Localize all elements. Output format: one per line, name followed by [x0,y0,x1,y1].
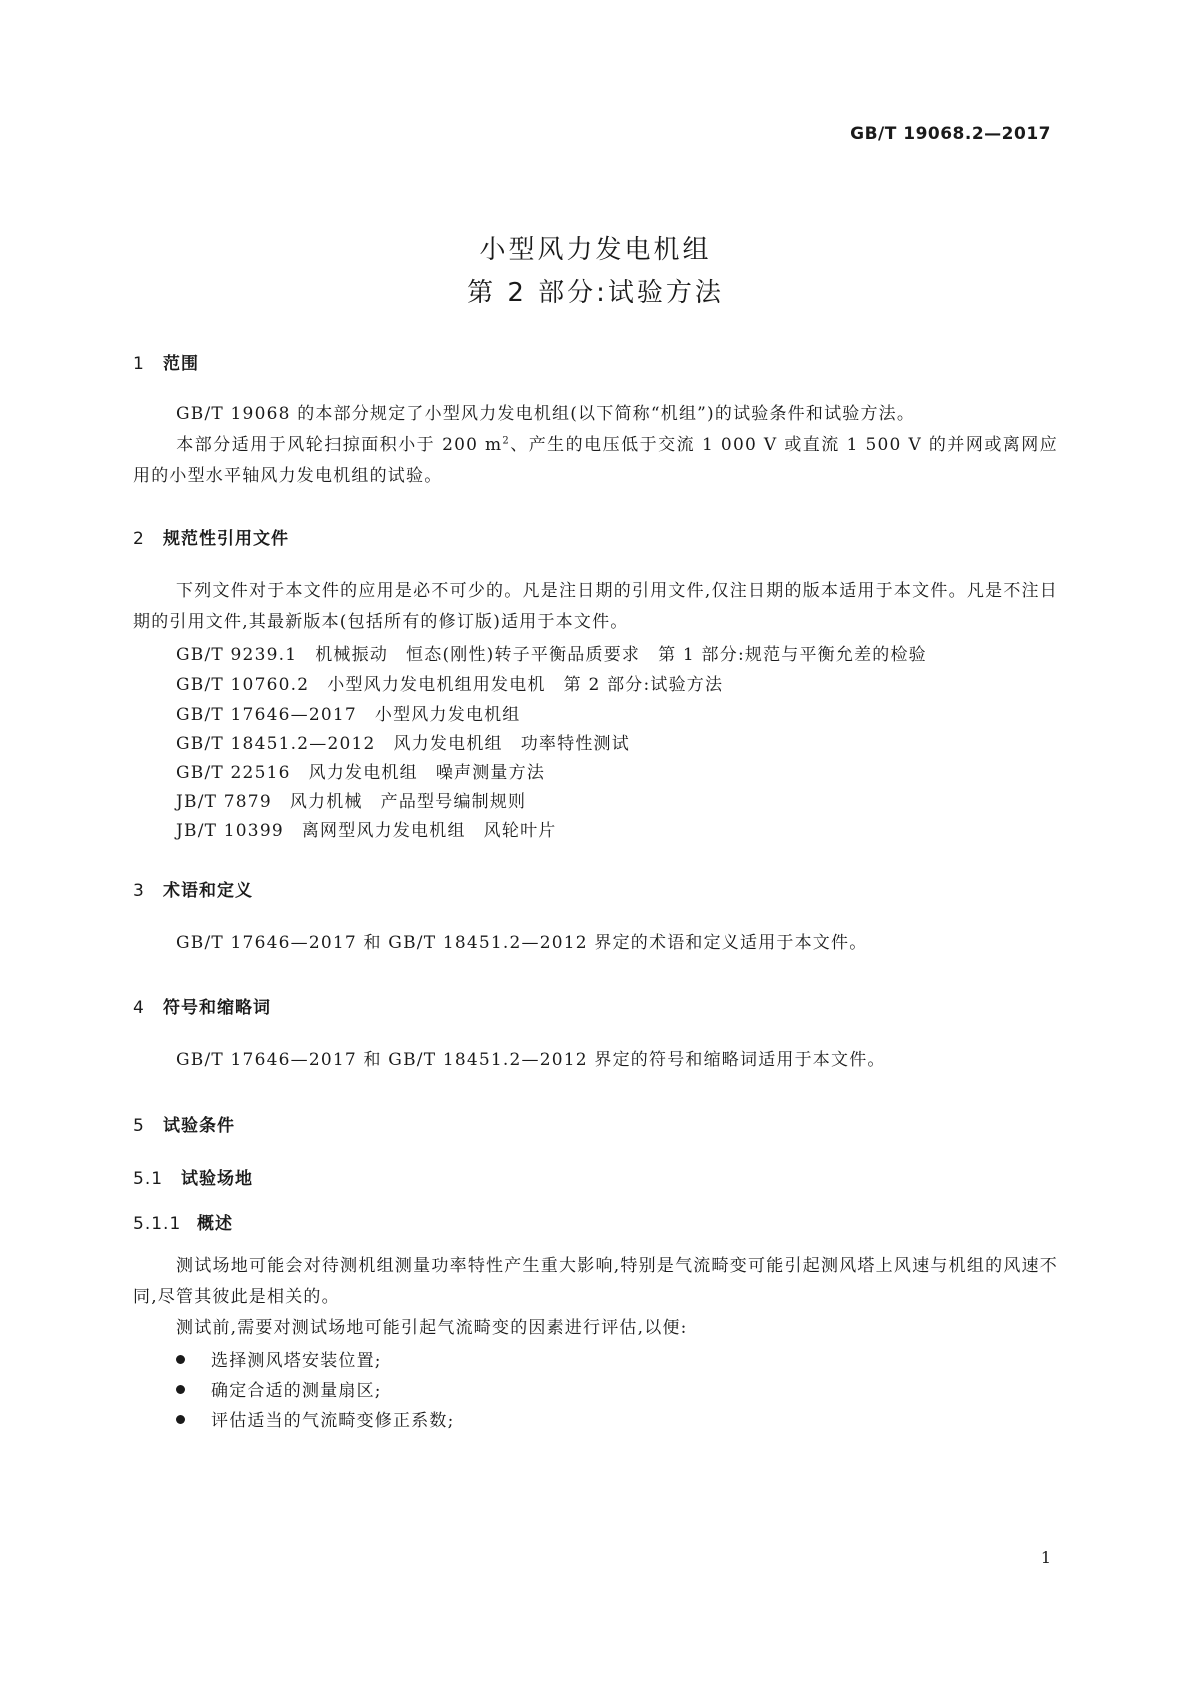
section-4-heading [133,993,271,1018]
reference-code: GB/T 17646—2017 [176,705,357,725]
reference-code: GB/T 22516 [176,763,291,783]
paragraph-text: 测试场地可能会对待测机组测量功率特性产生重大影响,特别是气流畸变可能引起测风塔上风速与机组的风速不同,尽管其彼此是相关的。 [133,1256,1058,1307]
reference-item [176,670,723,695]
section-number: 5.1.1 [133,1214,182,1234]
section-3-paragraph [133,928,1058,959]
reference-title: 噪声测量方法 [435,763,546,783]
reference-code: GB/T 18451.2—2012 [176,734,376,754]
section-title: 符号和缩略词 [163,998,271,1018]
superscript: 2 [502,435,510,447]
reference-title: 小型风力发电机组用发电机 [327,675,546,695]
reference-code: GB/T 10760.2 [176,675,310,695]
list-item [176,1346,382,1371]
paragraph-text: GB/T 19068 的本部分规定了小型风力发电机组(以下简称“机组”)的试验条件和试验方法。 [176,404,916,424]
reference-item [176,729,630,754]
paragraph-text: 本部分适用于风轮扫掠面积小于 200 m [176,435,503,455]
section-3-heading [133,876,253,901]
section-1-heading [133,349,199,374]
reference-title: 机械振动 [315,645,389,665]
reference-title: 产品型号编制规则 [380,792,527,812]
reference-title: 离网型风力发电机组 [301,821,466,841]
section-4-paragraph [133,1045,1058,1076]
section-number: 5.1 [133,1169,164,1189]
paragraph-text: 测试前,需要对测试场地可能引起气流畸变的因素进行评估,以便: [176,1318,688,1338]
section-5-1-1-heading [133,1209,233,1234]
section-title: 术语和定义 [163,881,253,901]
reference-title: 风力发电机组 [393,734,503,754]
list-item [176,1406,455,1431]
list-item [176,1376,382,1401]
section-number: 1 [133,354,145,374]
reference-title: 第 1 部分:规范与平衡允差的检验 [658,645,927,665]
section-number: 4 [133,998,145,1018]
paragraph-text: GB/T 17646—2017 和 GB/T 18451.2—2012 界定的符号和缩略词适用于本文件。 [176,1050,886,1070]
list-item-text: 评估适当的气流畸变修正系数; [211,1411,455,1431]
reference-code: JB/T 10399 [176,821,284,841]
section-number: 2 [133,529,145,549]
section-5-heading [133,1111,235,1136]
paragraph-text: 下列文件对于本文件的应用是必不可少的。凡是注日期的引用文件,仅注日期的版本适用于本文件。凡是不注日期的引用文件,其最新版本(包括所有的修订版)适用于本文件。 [133,581,1058,632]
reference-item [176,758,545,783]
section-1-paragraph-2 [133,430,1058,492]
section-title: 概述 [197,1214,233,1234]
bullet-icon [176,1415,185,1424]
document-title: 小型风力发电机组 [479,235,712,265]
document-subtitle: 第 2 部分:试验方法 [467,278,724,308]
standard-code: GB/T 19068.2—2017 [850,124,1051,144]
reference-title: 小型风力发电机组 [374,705,521,725]
reference-code: GB/T 9239.1 [176,645,298,665]
bullet-icon [176,1355,185,1364]
section-2-intro [133,576,1058,638]
reference-title: 风力机械 [289,792,363,812]
reference-item [176,700,521,725]
reference-title: 风力发电机组 [308,763,418,783]
section-5-1-heading [133,1164,253,1189]
list-item-text: 确定合适的测量扇区; [211,1381,382,1401]
reference-title: 第 2 部分:试验方法 [563,675,724,695]
section-1-paragraph-1 [133,399,1058,430]
reference-title: 风轮叶片 [483,821,557,841]
reference-item [176,816,556,841]
section-title: 试验场地 [181,1169,253,1189]
paragraph-text: GB/T 17646—2017 和 GB/T 18451.2—2012 界定的术语和定义适用于本文件。 [176,933,868,953]
paragraph-text: 、产生的电压低于交流 1 000 V 或直流 1 500 V 的并网或离网应用的小型水平轴风力发电机组的试验。 [133,435,1058,486]
section-5-1-1-paragraph-1 [133,1251,1058,1313]
reference-title: 功率特性测试 [520,734,630,754]
reference-item [176,787,526,812]
section-number: 3 [133,881,145,901]
list-item-text: 选择测风塔安装位置; [211,1351,382,1371]
reference-item [176,640,927,665]
reference-title: 恒态(刚性)转子平衡品质要求 [406,645,641,665]
section-2-heading [133,524,289,549]
section-5-1-1-paragraph-2 [133,1313,1058,1344]
section-title: 范围 [163,354,199,374]
reference-code: JB/T 7879 [176,792,272,812]
bullet-icon [176,1385,185,1394]
page-number: 1 [1040,1548,1051,1567]
section-number: 5 [133,1116,145,1136]
section-title: 试验条件 [163,1116,235,1136]
section-title: 规范性引用文件 [163,529,289,549]
